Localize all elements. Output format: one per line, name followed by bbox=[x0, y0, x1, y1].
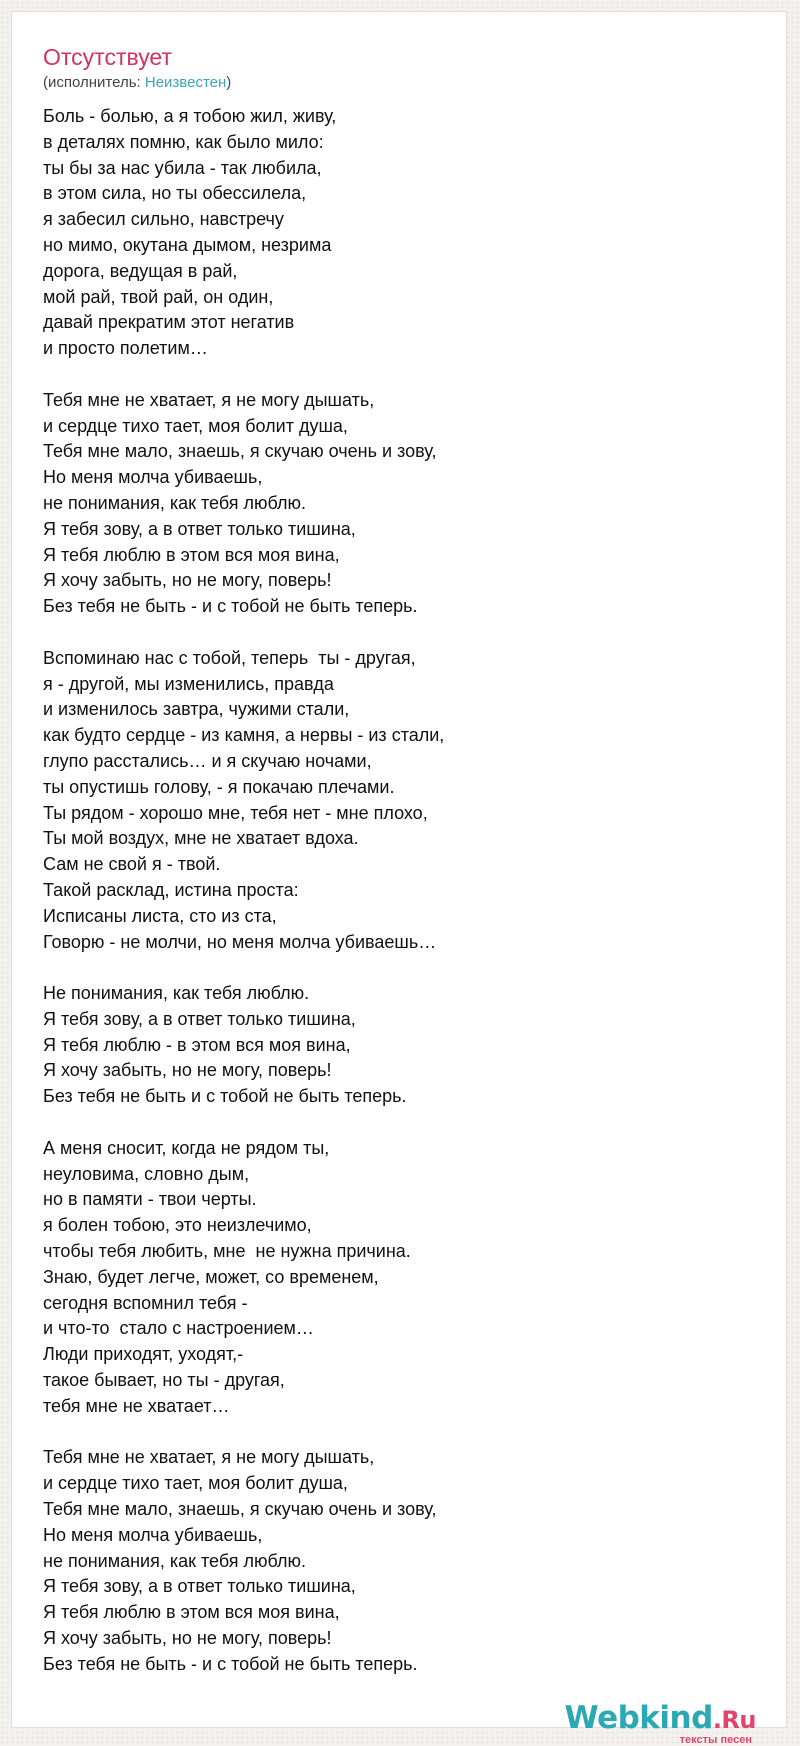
lyrics-card bbox=[11, 11, 787, 1746]
lyric-line: Тебя мне не хватает, я не могу дышать, bbox=[43, 1447, 375, 1468]
lyric-line: Я тебя зову, а в ответ только тишина, bbox=[43, 1576, 356, 1597]
lyric-line: как будто сердце - из камня, а нервы - из стали, bbox=[43, 725, 445, 746]
artist-prefix: (исполнитель: bbox=[43, 74, 145, 91]
lyric-line: в деталях помню, как было мило: bbox=[43, 131, 324, 152]
artist-link[interactable]: Неизвестен bbox=[144, 74, 227, 91]
lyric-line: чтобы тебя любить, мне не нужна причина. bbox=[43, 1241, 411, 1262]
lyric-line: такое бывает, но ты - другая, bbox=[43, 1370, 285, 1391]
lyric-line: Без тебя не быть - и с тобой не быть теперь. bbox=[43, 1653, 418, 1674]
stanza bbox=[43, 981, 763, 1110]
lyric-line: ты опустишь голову, - я покачаю плечами. bbox=[43, 776, 395, 797]
lyrics-text bbox=[43, 104, 763, 1703]
logo-domain-suffix: .Ru bbox=[712, 1706, 756, 1734]
lyric-line: Такой расклад, истина проста: bbox=[43, 879, 299, 900]
lyric-line: сегодня вспомнил тебя - bbox=[43, 1292, 248, 1313]
lyric-line: и сердце тихо тает, моя болит душа, bbox=[43, 415, 348, 436]
logo-main-text: Webkind bbox=[564, 1700, 713, 1736]
lyric-line: я болен тобою, это неизлечимо, bbox=[43, 1215, 312, 1236]
lyric-line: Не понимания, как тебя люблю. bbox=[43, 983, 310, 1004]
lyric-line: Я хочу забыть, но не могу, поверь! bbox=[43, 570, 332, 591]
stanza bbox=[43, 104, 763, 362]
lyric-line: Без тебя не быть и с тобой не быть теперь. bbox=[43, 1086, 407, 1107]
stanza bbox=[43, 1136, 763, 1420]
lyric-line: и что-то стало с настроением… bbox=[43, 1318, 314, 1339]
lyric-line: давай прекратим этот негатив bbox=[43, 312, 295, 333]
stanza bbox=[43, 388, 763, 620]
artist-suffix: ) bbox=[226, 74, 232, 91]
lyric-line: Тебя мне мало, знаешь, я скучаю очень и зову, bbox=[43, 441, 437, 462]
song-title: Отсутствует bbox=[43, 44, 172, 70]
lyric-line: не понимания, как тебя люблю. bbox=[43, 492, 307, 513]
lyric-line: в этом сила, но ты обессилела, bbox=[43, 183, 307, 204]
stanza bbox=[43, 646, 763, 956]
lyric-line: Знаю, будет легче, может, со временем, bbox=[43, 1266, 379, 1287]
lyric-line: Вспоминаю нас с тобой, теперь ты - другая, bbox=[43, 647, 416, 668]
logo-wordmark bbox=[565, 1702, 757, 1736]
lyric-line: Исписаны листа, сто из ста, bbox=[43, 905, 277, 926]
lyric-line: не понимания, как тебя люблю. bbox=[43, 1550, 307, 1571]
lyric-line: но мимо, окутана дымом, незрима bbox=[43, 234, 332, 255]
lyric-line: Ты рядом - хорошо мне, тебя нет - мне плохо, bbox=[43, 802, 428, 823]
lyric-line: Я тебя зову, а в ответ только тишина, bbox=[43, 1008, 356, 1029]
lyric-line: тебя мне не хватает… bbox=[43, 1395, 230, 1416]
lyric-line: Ты мой воздух, мне не хватает вдоха. bbox=[43, 828, 359, 849]
lyric-line: я забесил сильно, навстречу bbox=[43, 209, 284, 230]
lyric-line: и изменилось завтра, чужими стали, bbox=[43, 699, 350, 720]
lyric-line: ты бы за нас убила - так любила, bbox=[43, 157, 322, 178]
lyric-line: Я хочу забыть, но не могу, поверь! bbox=[43, 1060, 332, 1081]
lyric-line: я - другой, мы изменились, правда bbox=[43, 673, 334, 694]
logo-tagline: тексты песен bbox=[679, 1734, 752, 1746]
site-logo[interactable] bbox=[565, 1702, 757, 1746]
lyric-line: Я тебя люблю - в этом вся моя вина, bbox=[43, 1034, 351, 1055]
lyric-line: мой рай, твой рай, он один, bbox=[43, 286, 274, 307]
lyric-line: А меня сносит, когда не рядом ты, bbox=[43, 1137, 330, 1158]
lyric-line: неуловима, словно дым, bbox=[43, 1163, 250, 1184]
stanza bbox=[43, 1445, 763, 1677]
lyric-line: Боль - болью, а я тобою жил, живу, bbox=[43, 106, 337, 126]
lyric-line: Но меня молча убиваешь, bbox=[43, 467, 263, 488]
lyric-line: Люди приходят, уходят,- bbox=[43, 1344, 244, 1365]
lyric-line: Я тебя люблю в этом вся моя вина, bbox=[43, 1602, 340, 1623]
lyric-line: Без тебя не быть - и с тобой не быть теперь. bbox=[43, 596, 418, 617]
lyric-line: но в памяти - твои черты. bbox=[43, 1189, 257, 1210]
lyric-line: Но меня молча убиваешь, bbox=[43, 1524, 263, 1545]
lyric-line: Я хочу забыть, но не могу, поверь! bbox=[43, 1628, 332, 1649]
lyric-line: Говорю - не молчи, но меня молча убиваешь… bbox=[43, 931, 437, 952]
lyric-line: дорога, ведущая в рай, bbox=[43, 260, 238, 281]
lyric-line: Я тебя люблю в этом вся моя вина, bbox=[43, 544, 340, 565]
lyric-line: Сам не свой я - твой. bbox=[43, 854, 221, 875]
lyric-line: Тебя мне не хватает, я не могу дышать, bbox=[43, 389, 375, 410]
lyric-line: глупо расстались… и я скучаю ночами, bbox=[43, 750, 372, 771]
lyric-line: Тебя мне мало, знаешь, я скучаю очень и зову, bbox=[43, 1499, 437, 1520]
lyric-line: и просто полетим… bbox=[43, 338, 208, 359]
lyric-line: Я тебя зову, а в ответ только тишина, bbox=[43, 518, 356, 539]
artist-line bbox=[43, 73, 231, 93]
lyric-line: и сердце тихо тает, моя болит душа, bbox=[43, 1473, 348, 1494]
